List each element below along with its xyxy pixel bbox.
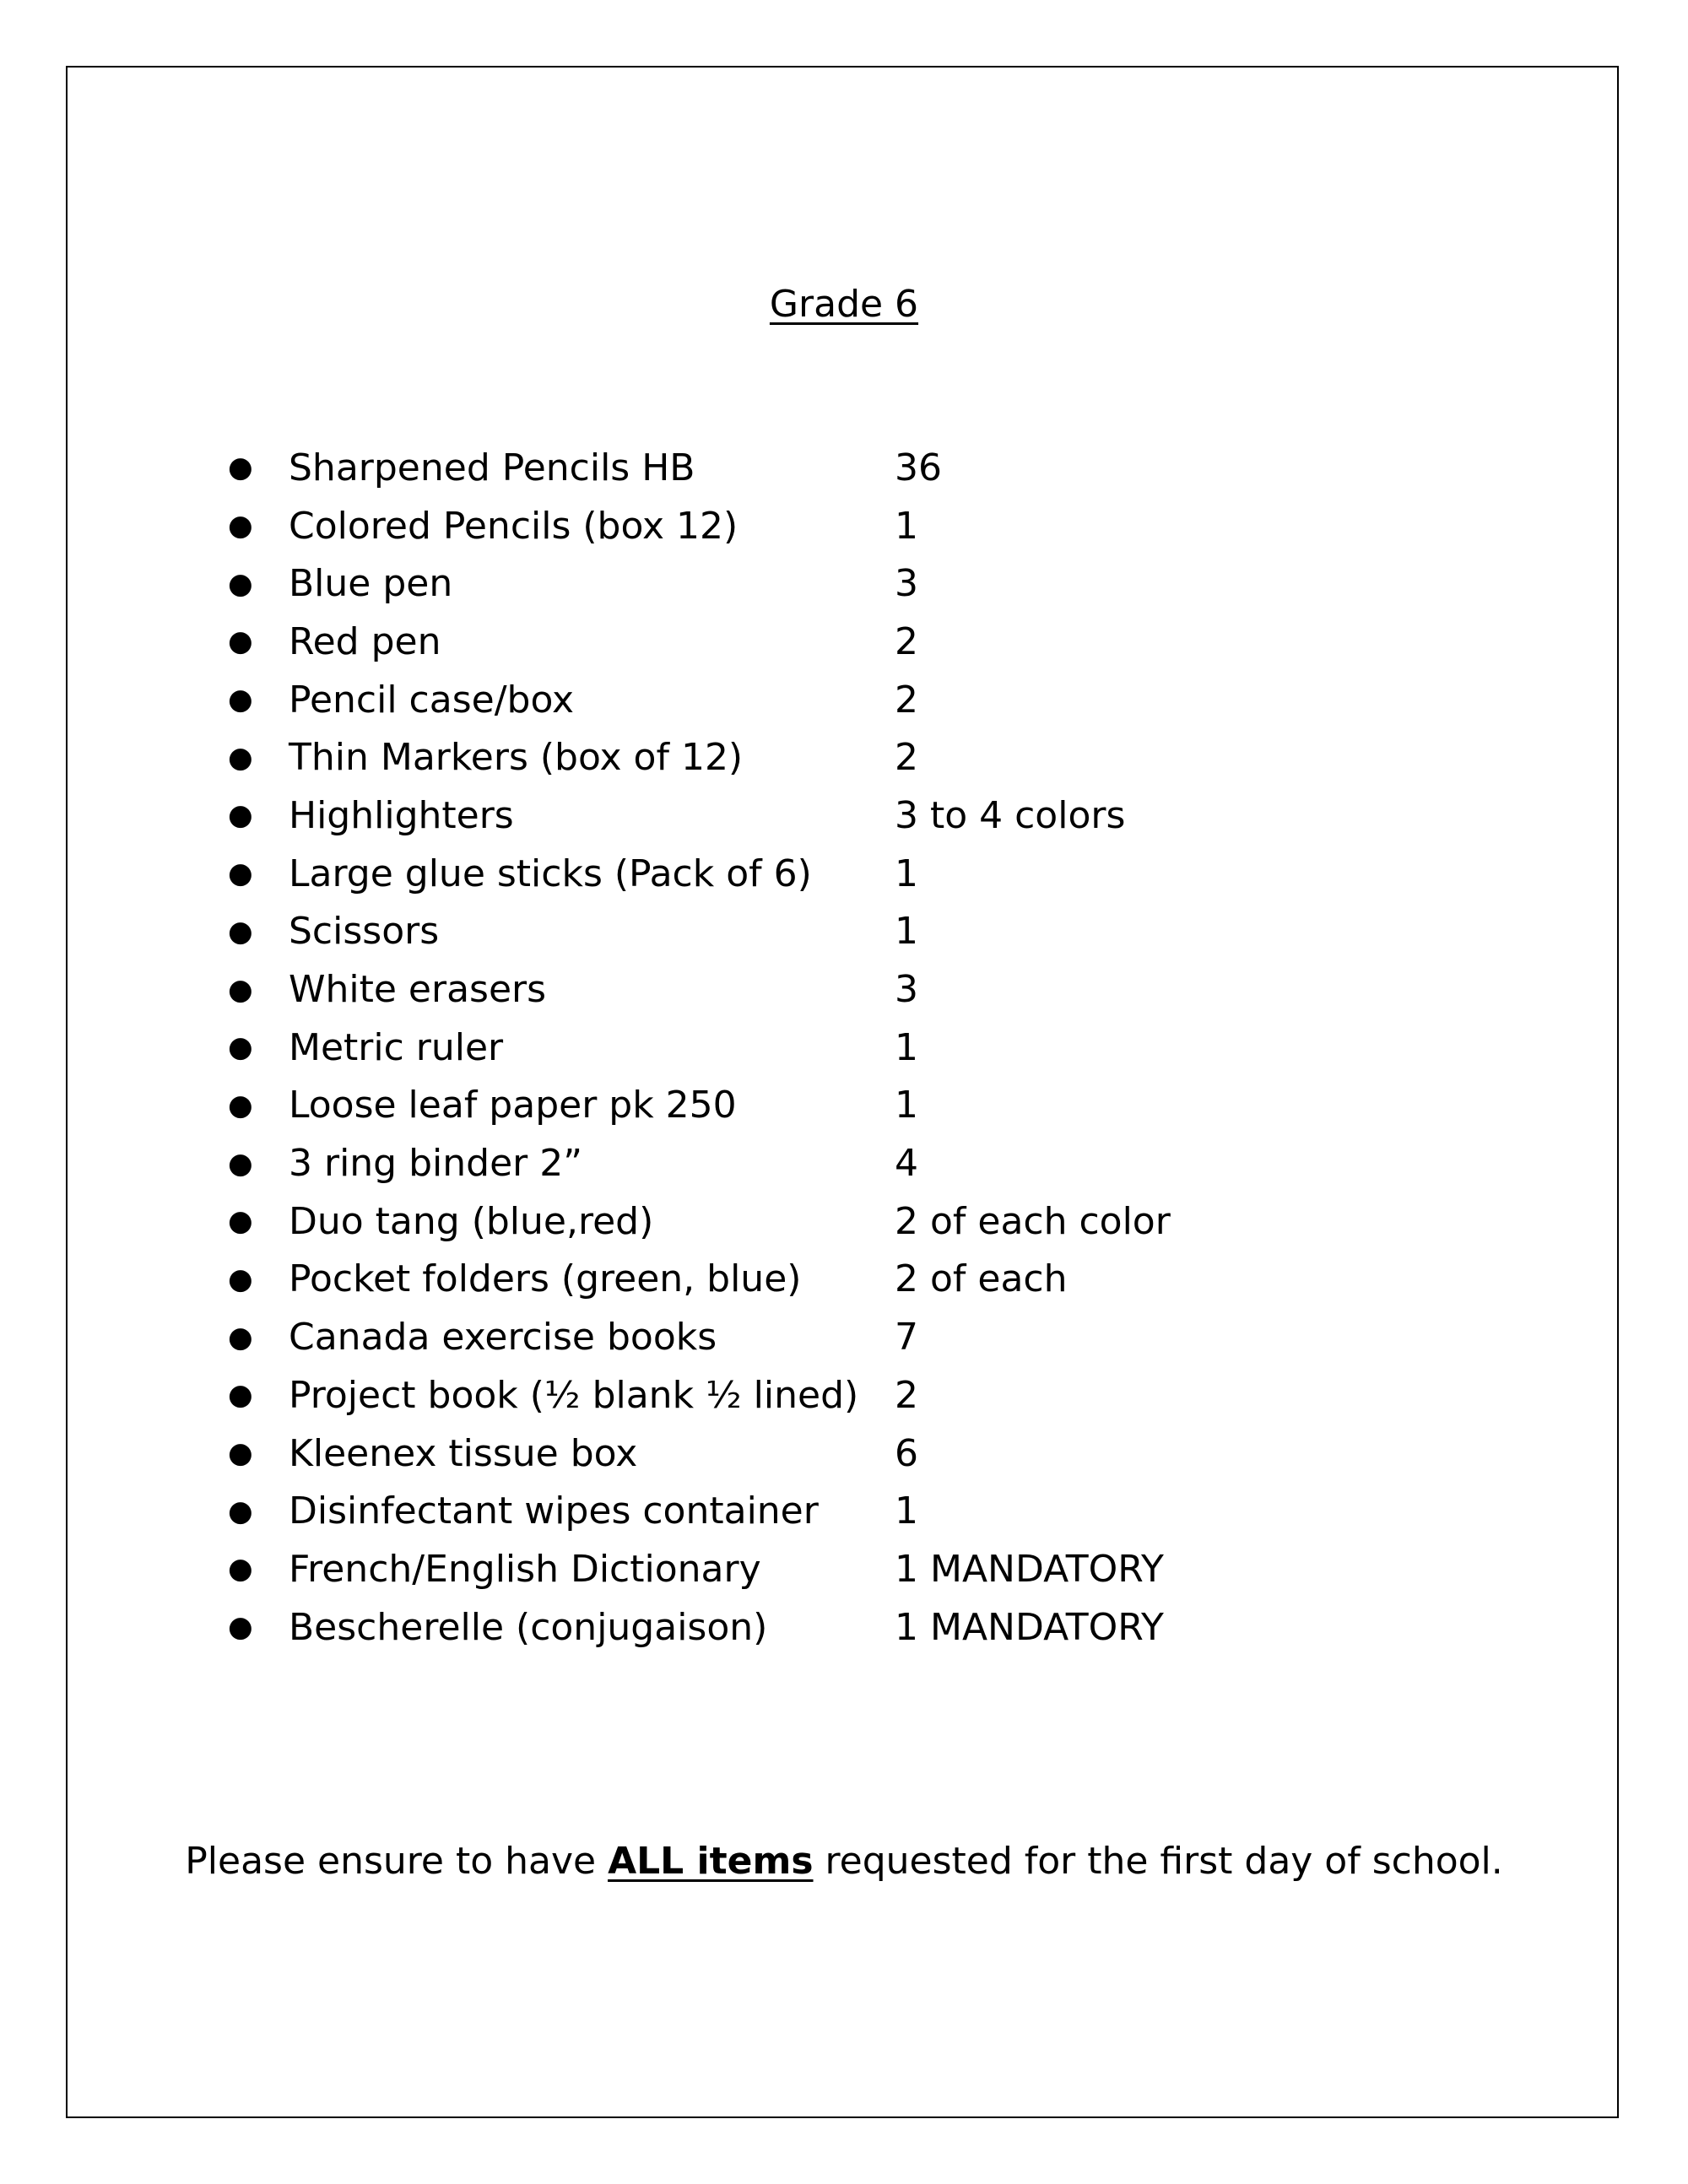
item-quantity: 6 [895, 1431, 918, 1475]
bullet-icon: ● [228, 798, 253, 833]
item-name: Thin Markers (box of 12) [289, 736, 744, 780]
item-quantity: 7 [895, 1316, 918, 1360]
list-item [228, 1308, 1401, 1366]
item-name: Project book (½ blank ½ lined) [289, 1373, 859, 1417]
list-item [228, 845, 1401, 903]
bullet-icon: ● [228, 1610, 253, 1645]
item-quantity: 1 [895, 1025, 918, 1069]
item-quantity: 1 MANDATORY [895, 1547, 1164, 1591]
bullet-icon: ● [228, 451, 253, 485]
item-name: Colored Pencils (box 12) [289, 504, 738, 548]
bullet-icon: ● [228, 1494, 253, 1528]
item-name: Disinfectant wipes container [289, 1489, 819, 1533]
list-item [228, 497, 1401, 555]
item-name: Canada exercise books [289, 1316, 717, 1360]
item-quantity: 2 [895, 619, 918, 663]
list-item [228, 1019, 1401, 1077]
note-text-after: requested for the first day of school. [813, 1840, 1503, 1883]
item-quantity: 1 [895, 1489, 918, 1533]
supply-list [228, 439, 1401, 1656]
item-quantity: 3 to 4 colors [895, 793, 1126, 837]
item-name: Duo tang (blue,red) [289, 1199, 654, 1243]
list-item [228, 1366, 1401, 1424]
bullet-icon: ● [228, 566, 253, 601]
item-name: Metric ruler [289, 1025, 504, 1069]
list-item [228, 554, 1401, 613]
item-name: Large glue sticks (Pack of 6) [289, 851, 812, 895]
closing-note [0, 1840, 1688, 1883]
list-item [228, 1077, 1401, 1135]
item-name: Scissors [289, 910, 440, 954]
item-quantity: 36 [895, 446, 942, 489]
item-quantity: 4 [895, 1142, 918, 1186]
list-item [228, 1482, 1401, 1540]
bullet-icon: ● [228, 1030, 253, 1065]
list-item [228, 1134, 1401, 1192]
bullet-icon: ● [228, 914, 253, 949]
bullet-icon: ● [228, 1552, 253, 1587]
item-name: Loose leaf paper pk 250 [289, 1084, 737, 1127]
item-quantity: 2 of each color [895, 1199, 1171, 1243]
bullet-icon: ● [228, 509, 253, 543]
item-name: 3 ring binder 2” [289, 1142, 583, 1186]
bullet-icon: ● [228, 972, 253, 1007]
bullet-icon: ● [228, 1146, 253, 1181]
list-item [228, 1540, 1401, 1598]
list-item [228, 1598, 1401, 1657]
bullet-icon: ● [228, 1088, 253, 1122]
bullet-icon: ● [228, 683, 253, 717]
page-title: Grade 6 [769, 283, 919, 326]
item-quantity: 1 [895, 910, 918, 954]
item-quantity: 3 [895, 968, 918, 1012]
item-name: Pencil case/box [289, 678, 575, 722]
item-name: Blue pen [289, 562, 453, 606]
item-quantity: 1 [895, 851, 918, 895]
note-text-before: Please ensure to have [185, 1840, 609, 1883]
list-item [228, 1192, 1401, 1251]
bullet-icon: ● [228, 1320, 253, 1354]
bullet-icon: ● [228, 857, 253, 891]
item-quantity: 2 [895, 678, 918, 722]
list-item [228, 903, 1401, 961]
item-quantity: 1 [895, 504, 918, 548]
bullet-icon: ● [228, 1436, 253, 1471]
list-item [228, 1424, 1401, 1483]
list-item [228, 1251, 1401, 1309]
item-quantity: 1 MANDATORY [895, 1605, 1164, 1649]
list-item [228, 960, 1401, 1019]
note-emphasis: ALL items [608, 1840, 814, 1883]
list-item [228, 787, 1401, 845]
item-name: Kleenex tissue box [289, 1431, 638, 1475]
item-quantity: 2 of each [895, 1257, 1068, 1301]
bullet-icon: ● [228, 1204, 253, 1239]
item-name: Highlighters [289, 793, 514, 837]
item-quantity: 2 [895, 736, 918, 780]
item-name: French/English Dictionary [289, 1547, 761, 1591]
list-item [228, 439, 1401, 497]
list-item [228, 728, 1401, 787]
item-quantity: 1 [895, 1084, 918, 1127]
list-item [228, 671, 1401, 729]
item-name: Sharpened Pencils HB [289, 446, 695, 489]
item-quantity: 2 [895, 1373, 918, 1417]
bullet-icon: ● [228, 1378, 253, 1413]
bullet-icon: ● [228, 740, 253, 775]
list-item [228, 613, 1401, 671]
item-name: Pocket folders (green, blue) [289, 1257, 802, 1301]
item-quantity: 3 [895, 562, 918, 606]
item-name: Red pen [289, 619, 441, 663]
item-name: Bescherelle (conjugaison) [289, 1605, 768, 1649]
item-name: White erasers [289, 968, 547, 1012]
bullet-icon: ● [228, 624, 253, 659]
bullet-icon: ● [228, 1262, 253, 1296]
